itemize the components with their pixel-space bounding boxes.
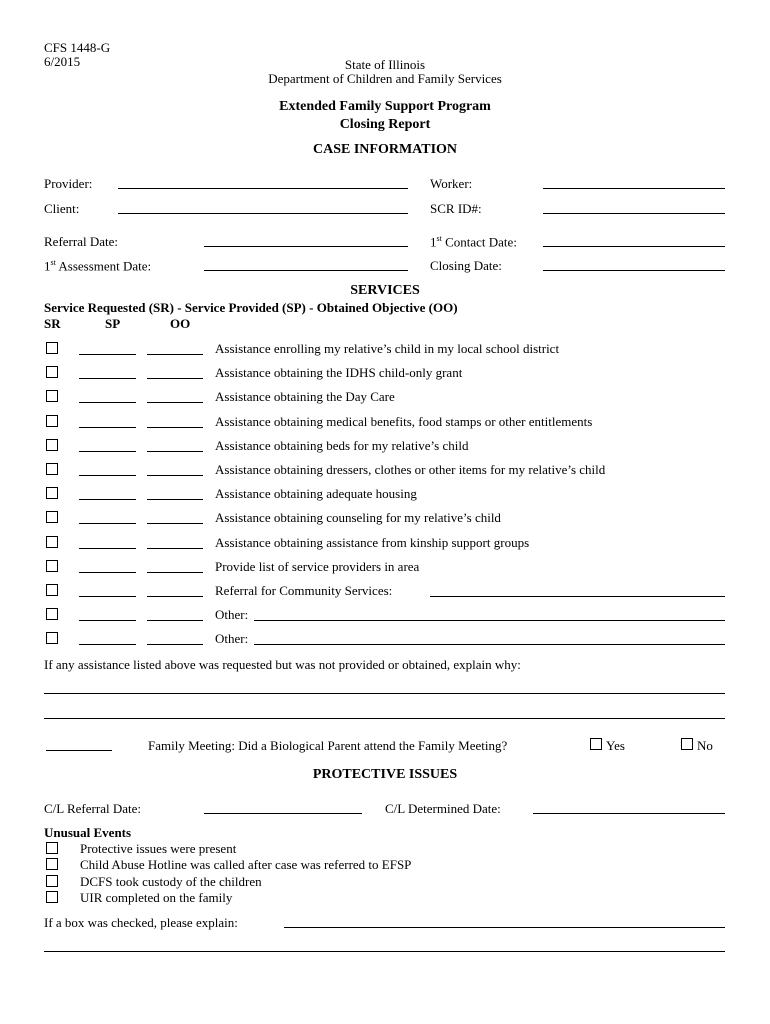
closing-date-field[interactable] bbox=[543, 270, 725, 271]
service-label: Other: bbox=[215, 631, 249, 647]
box-checked-explain-line-1[interactable] bbox=[284, 927, 725, 928]
service-provided-field[interactable] bbox=[79, 427, 136, 428]
form-subtitle: Closing Report bbox=[339, 117, 431, 132]
unusual-event-label: DCFS took custody of the children bbox=[80, 873, 262, 889]
unusual-event-checkbox[interactable] bbox=[46, 875, 58, 887]
objective-obtained-field[interactable] bbox=[147, 451, 203, 452]
explain-why-prompt: If any assistance listed above was requested but was not provided or obtained, explain why: bbox=[44, 657, 521, 672]
unusual-event-checkbox[interactable] bbox=[46, 891, 58, 903]
service-provided-field[interactable] bbox=[79, 475, 136, 476]
service-label: Referral for Community Services: bbox=[215, 583, 393, 598]
case-info-heading: CASE INFORMATION bbox=[312, 142, 458, 157]
client-label: Client: bbox=[44, 201, 80, 216]
cl-determined-date-field[interactable] bbox=[533, 813, 725, 814]
cl-referral-date-label: C/L Referral Date: bbox=[44, 801, 141, 816]
provider-field[interactable] bbox=[118, 188, 408, 189]
service-requested-checkbox[interactable] bbox=[46, 560, 58, 572]
objective-obtained-field[interactable] bbox=[147, 644, 203, 645]
service-label: Assistance obtaining medical benefits, food stamps or other entitlements bbox=[215, 413, 593, 429]
service-requested-checkbox[interactable] bbox=[46, 487, 58, 499]
other-service-field[interactable] bbox=[254, 644, 725, 645]
family-meeting-field[interactable] bbox=[46, 750, 112, 751]
service-provided-field[interactable] bbox=[79, 451, 136, 452]
worker-field[interactable] bbox=[543, 188, 725, 189]
service-provided-field[interactable] bbox=[79, 644, 136, 645]
closing-date-label: Closing Date: bbox=[430, 258, 502, 273]
provider-label: Provider: bbox=[44, 176, 93, 191]
family-meeting-question: Family Meeting: Did a Biological Parent attend the Family Meeting? bbox=[148, 738, 508, 753]
column-oo: OO bbox=[170, 316, 191, 331]
box-checked-explain-prompt: If a box was checked, please explain: bbox=[44, 915, 238, 930]
form-title: Extended Family Support Program bbox=[279, 99, 491, 114]
service-provided-field[interactable] bbox=[79, 596, 136, 597]
unusual-event-label: Child Abuse Hotline was called after case was referred to EFSP bbox=[80, 857, 412, 873]
services-legend: Service Requested (SR) - Service Provided (SP) - Obtained Objective (OO) bbox=[44, 300, 458, 315]
no-checkbox[interactable] bbox=[681, 738, 693, 750]
first-assessment-date-label: 1st Assessment Date: bbox=[44, 258, 152, 274]
objective-obtained-field[interactable] bbox=[147, 354, 203, 355]
service-requested-checkbox[interactable] bbox=[46, 415, 58, 427]
first-assessment-date-field[interactable] bbox=[204, 270, 408, 271]
service-requested-checkbox[interactable] bbox=[46, 608, 58, 620]
state-name: State of Illinois bbox=[344, 57, 426, 72]
service-requested-checkbox[interactable] bbox=[46, 439, 58, 451]
service-label: Assistance obtaining assistance from kinship support groups bbox=[215, 534, 530, 550]
service-provided-field[interactable] bbox=[79, 354, 136, 355]
objective-obtained-field[interactable] bbox=[147, 475, 203, 476]
service-requested-checkbox[interactable] bbox=[46, 511, 58, 523]
box-checked-explain-line-2[interactable] bbox=[44, 951, 725, 952]
service-provided-field[interactable] bbox=[79, 378, 136, 379]
scr-id-label: SCR ID#: bbox=[430, 201, 482, 216]
service-label: Assistance obtaining beds for my relative’s child bbox=[215, 437, 469, 453]
service-provided-field[interactable] bbox=[79, 620, 136, 621]
service-label: Provide list of service providers in area bbox=[215, 558, 420, 574]
unusual-event-checkbox[interactable] bbox=[46, 858, 58, 870]
objective-obtained-field[interactable] bbox=[147, 499, 203, 500]
unusual-event-label: Protective issues were present bbox=[80, 841, 237, 856]
department-name: Department of Children and Family Services bbox=[268, 71, 502, 86]
yes-label: Yes bbox=[606, 738, 625, 753]
column-sr: SR bbox=[44, 316, 61, 331]
unusual-event-label: UIR completed on the family bbox=[80, 889, 233, 905]
service-label: Assistance enrolling my relative’s child in my local school district bbox=[215, 341, 560, 356]
service-requested-checkbox[interactable] bbox=[46, 390, 58, 402]
service-provided-field[interactable] bbox=[79, 523, 136, 524]
service-label: Assistance obtaining adequate housing bbox=[215, 486, 417, 502]
form-id: CFS 1448-G bbox=[44, 40, 111, 55]
service-label: Other: bbox=[215, 607, 249, 623]
service-label: Assistance obtaining the Day Care bbox=[215, 389, 395, 405]
service-provided-field[interactable] bbox=[79, 499, 136, 500]
service-label: Assistance obtaining counseling for my relative’s child bbox=[215, 510, 501, 526]
first-contact-date-label: 1st Contact Date: bbox=[430, 234, 517, 250]
service-requested-checkbox[interactable] bbox=[46, 536, 58, 548]
objective-obtained-field[interactable] bbox=[147, 548, 203, 549]
service-label: Assistance obtaining the IDHS child-only grant bbox=[215, 365, 463, 381]
referral-date-field[interactable] bbox=[204, 246, 408, 247]
service-requested-checkbox[interactable] bbox=[46, 342, 58, 354]
objective-obtained-field[interactable] bbox=[147, 572, 203, 573]
no-label: No bbox=[697, 738, 713, 753]
objective-obtained-field[interactable] bbox=[147, 427, 203, 428]
column-sp: SP bbox=[105, 316, 121, 331]
yes-checkbox[interactable] bbox=[590, 738, 602, 750]
objective-obtained-field[interactable] bbox=[147, 620, 203, 621]
referral-date-label: Referral Date: bbox=[44, 234, 118, 249]
objective-obtained-field[interactable] bbox=[147, 523, 203, 524]
unusual-events-heading: Unusual Events bbox=[44, 825, 132, 840]
service-requested-checkbox[interactable] bbox=[46, 463, 58, 475]
objective-obtained-field[interactable] bbox=[147, 378, 203, 379]
service-provided-field[interactable] bbox=[79, 548, 136, 549]
objective-obtained-field[interactable] bbox=[147, 402, 203, 403]
first-contact-date-field[interactable] bbox=[543, 246, 725, 247]
scr-id-field[interactable] bbox=[543, 213, 725, 214]
objective-obtained-field[interactable] bbox=[147, 596, 203, 597]
service-label: Assistance obtaining dressers, clothes or other items for my relative’s child bbox=[215, 462, 606, 477]
service-provided-field[interactable] bbox=[79, 572, 136, 573]
service-provided-field[interactable] bbox=[79, 402, 136, 403]
service-requested-checkbox[interactable] bbox=[46, 632, 58, 644]
other-service-field[interactable] bbox=[254, 620, 725, 621]
explain-why-line-1[interactable] bbox=[44, 693, 725, 694]
cl-referral-date-field[interactable] bbox=[204, 813, 362, 814]
protective-issues-heading: PROTECTIVE ISSUES bbox=[312, 767, 458, 782]
service-requested-checkbox[interactable] bbox=[46, 584, 58, 596]
form-date: 6/2015 bbox=[44, 54, 81, 69]
worker-label: Worker: bbox=[430, 176, 473, 191]
community-services-field[interactable] bbox=[430, 596, 725, 597]
explain-why-line-2[interactable] bbox=[44, 718, 725, 719]
unusual-event-checkbox[interactable] bbox=[46, 842, 58, 854]
client-field[interactable] bbox=[118, 213, 408, 214]
services-heading: SERVICES bbox=[350, 283, 420, 298]
cl-determined-date-label: C/L Determined Date: bbox=[385, 801, 501, 816]
service-requested-checkbox[interactable] bbox=[46, 366, 58, 378]
